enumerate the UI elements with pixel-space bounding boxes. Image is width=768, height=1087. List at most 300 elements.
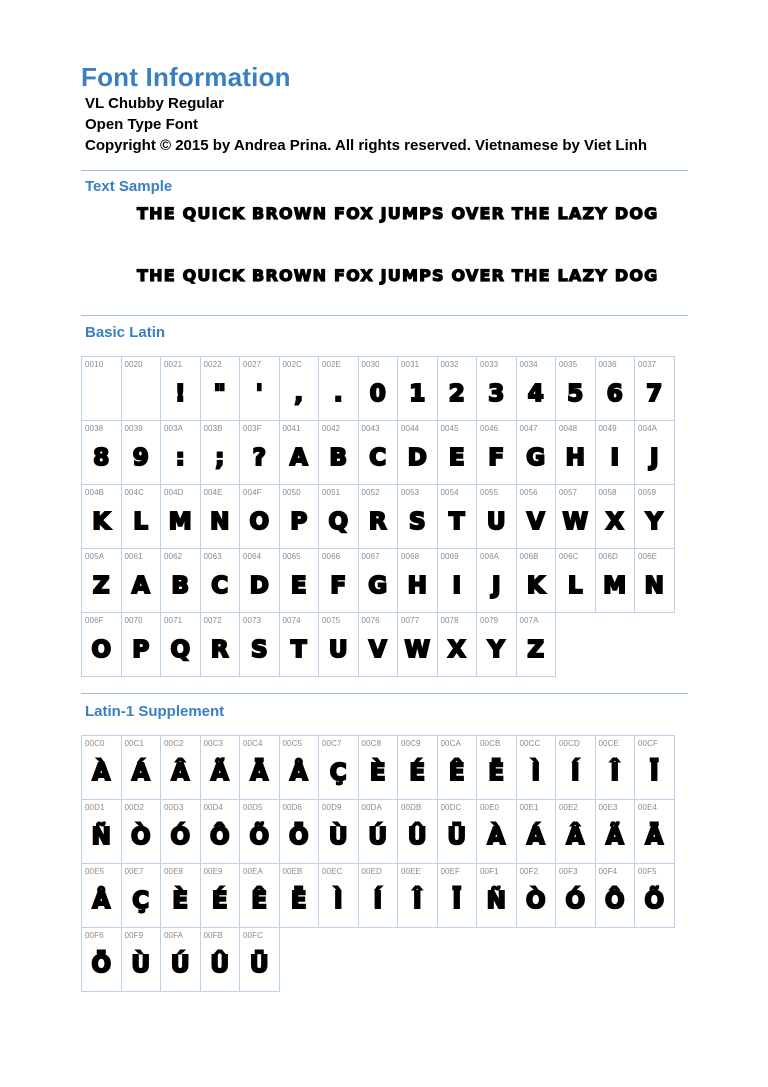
glyph-cell — [555, 420, 596, 485]
glyph-cell — [555, 799, 596, 864]
glyph-code: 00F6 — [85, 931, 104, 940]
glyph-code: 00ED — [361, 867, 382, 876]
glyph-cell — [121, 612, 162, 677]
glyph-code: 00EF — [440, 867, 461, 876]
glyph-char: Ö — [91, 952, 112, 978]
glyph-code: 00D5 — [243, 803, 263, 812]
glyph-char: V — [526, 509, 545, 535]
glyph-cell — [397, 548, 438, 613]
glyph-code: 0068 — [401, 552, 420, 561]
glyph-cell — [81, 735, 122, 800]
glyph-code: 0075 — [322, 616, 341, 625]
glyph-cell — [239, 484, 280, 549]
glyph-char: 8 — [93, 445, 110, 471]
glyph-code: 0020 — [124, 360, 143, 369]
glyph-cell — [279, 735, 320, 800]
glyph-cell — [516, 548, 557, 613]
glyph-code: 0065 — [282, 552, 301, 561]
glyph-code: 004D — [164, 488, 184, 497]
glyph-char: G — [368, 573, 388, 599]
glyph-char: G — [526, 445, 546, 471]
glyph-cell — [200, 612, 241, 677]
glyph-char: . — [333, 381, 343, 407]
glyph-char: 3 — [488, 381, 505, 407]
glyph-cell — [160, 612, 201, 677]
glyph-code: 0035 — [559, 360, 578, 369]
basic-latin-heading: Basic Latin — [85, 324, 166, 341]
glyph-code: 00D2 — [124, 803, 145, 812]
glyph-code: 0048 — [559, 424, 578, 433]
glyph-code: 0078 — [440, 616, 459, 625]
glyph-code: 0069 — [440, 552, 459, 561]
glyph-cell — [121, 420, 162, 485]
glyph-code: 00F9 — [124, 931, 144, 940]
glyph-cell — [160, 927, 201, 992]
glyph-char: Ò — [525, 888, 546, 914]
glyph-char: Ô — [209, 824, 230, 850]
glyph-char: S — [250, 637, 268, 663]
glyph-code: 0063 — [203, 552, 222, 561]
glyph-code: 00EC — [322, 867, 343, 876]
glyph-cell — [318, 356, 359, 421]
glyph-code: 004B — [85, 488, 105, 497]
glyph-code: 0051 — [322, 488, 341, 497]
glyph-code: 0079 — [480, 616, 499, 625]
glyph-code: 00C5 — [282, 739, 303, 748]
glyph-char: Ã — [605, 824, 624, 850]
glyph-cell — [634, 356, 675, 421]
glyph-char: Y — [487, 637, 505, 663]
glyph-code: 0067 — [361, 552, 380, 561]
glyph-char: F — [488, 445, 505, 471]
glyph-code: 0041 — [282, 424, 301, 433]
glyph-char: D — [407, 445, 427, 471]
glyph-char: È — [369, 760, 386, 786]
glyph-code: 0070 — [124, 616, 143, 625]
glyph-cell — [239, 799, 280, 864]
glyph-cell — [358, 612, 399, 677]
glyph-char: H — [565, 445, 585, 471]
glyph-char: Õ — [644, 888, 665, 914]
glyph-code: 00CB — [480, 739, 501, 748]
glyph-char: Å — [289, 760, 308, 786]
glyph-code: 0059 — [638, 488, 657, 497]
glyph-cell — [516, 420, 557, 485]
glyph-cell — [555, 863, 596, 928]
glyph-cell — [318, 484, 359, 549]
glyph-char: Î — [610, 760, 620, 786]
glyph-cell — [634, 484, 675, 549]
glyph-char: À — [487, 824, 506, 850]
glyph-code: 00E0 — [480, 803, 500, 812]
glyph-code: 00E3 — [598, 803, 618, 812]
glyph-code: 0055 — [480, 488, 499, 497]
glyph-char: T — [290, 637, 307, 663]
glyph-cell — [318, 799, 359, 864]
glyph-code: 00CA — [440, 739, 461, 748]
glyph-char: Û — [407, 824, 427, 850]
glyph-code: 00DC — [440, 803, 462, 812]
glyph-char: J — [491, 573, 501, 599]
glyph-code: 003B — [203, 424, 223, 433]
glyph-cell — [397, 735, 438, 800]
glyph-cell — [200, 735, 241, 800]
glyph-char: P — [290, 509, 308, 535]
glyph-code: 0062 — [164, 552, 183, 561]
glyph-char: L — [133, 509, 149, 535]
glyph-code: 00D1 — [85, 803, 105, 812]
glyph-cell — [358, 484, 399, 549]
glyph-cell — [516, 799, 557, 864]
glyph-code: 0036 — [598, 360, 617, 369]
glyph-code: 00C2 — [164, 739, 184, 748]
glyph-char: Õ — [249, 824, 270, 850]
glyph-char: X — [447, 637, 466, 663]
glyph-code: 007A — [519, 616, 539, 625]
glyph-char: Ú — [170, 952, 190, 978]
glyph-code: 0053 — [401, 488, 420, 497]
glyph-code: 0034 — [519, 360, 538, 369]
glyph-cell — [555, 735, 596, 800]
glyph-code: 0021 — [164, 360, 183, 369]
glyph-char: B — [171, 573, 190, 599]
glyph-cell — [634, 735, 675, 800]
glyph-cell — [634, 548, 675, 613]
glyph-code: 00C1 — [124, 739, 145, 748]
glyph-char: É — [211, 888, 228, 914]
glyph-code: 0027 — [243, 360, 262, 369]
glyph-code: 0056 — [519, 488, 538, 497]
glyph-cell — [239, 863, 280, 928]
glyph-code: 006A — [480, 552, 500, 561]
glyph-code: 0031 — [401, 360, 420, 369]
glyph-cell — [476, 735, 517, 800]
glyph-cell — [595, 548, 636, 613]
glyph-char: ? — [252, 445, 266, 471]
glyph-cell — [279, 799, 320, 864]
glyph-cell — [160, 420, 201, 485]
glyph-code: 00D4 — [203, 803, 224, 812]
glyph-char: Z — [92, 573, 110, 599]
glyph-code: 00D6 — [282, 803, 303, 812]
glyph-char: Ì — [531, 760, 541, 786]
glyph-code: 002E — [322, 360, 342, 369]
glyph-cell — [476, 420, 517, 485]
glyph-char: É — [409, 760, 426, 786]
glyph-code: 00E5 — [85, 867, 105, 876]
glyph-char: M — [168, 509, 192, 535]
glyph-code: 0073 — [243, 616, 262, 625]
glyph-code: 0076 — [361, 616, 380, 625]
glyph-cell — [476, 612, 517, 677]
glyph-code: 00E7 — [124, 867, 144, 876]
glyph-code: 0010 — [85, 360, 104, 369]
glyph-char: À — [92, 760, 111, 786]
glyph-cell — [160, 799, 201, 864]
basic-latin-glyph-grid — [81, 356, 674, 676]
glyph-code: 0050 — [282, 488, 301, 497]
glyph-char: Ê — [448, 760, 465, 786]
glyph-code: 0049 — [598, 424, 617, 433]
glyph-char: 6 — [606, 381, 623, 407]
glyph-row — [81, 420, 674, 484]
glyph-char: Á — [131, 760, 150, 786]
glyph-char: Ë — [290, 888, 307, 914]
glyph-cell — [81, 612, 122, 677]
glyph-char: 1 — [409, 381, 426, 407]
glyph-char: 7 — [646, 381, 663, 407]
glyph-char: Ã — [210, 760, 229, 786]
glyph-code: 0061 — [124, 552, 143, 561]
glyph-cell — [160, 484, 201, 549]
glyph-code: 00F4 — [598, 867, 618, 876]
glyph-cell — [279, 863, 320, 928]
glyph-code: 00FB — [203, 931, 224, 940]
glyph-code: 00D3 — [164, 803, 184, 812]
glyph-cell — [279, 612, 320, 677]
glyph-row — [81, 484, 674, 548]
divider — [81, 693, 688, 694]
glyph-cell — [121, 356, 162, 421]
glyph-char: E — [290, 573, 307, 599]
glyph-cell — [160, 548, 201, 613]
glyph-cell — [200, 927, 241, 992]
glyph-cell — [516, 612, 557, 677]
glyph-cell — [437, 735, 478, 800]
glyph-cell — [81, 863, 122, 928]
glyph-char: K — [526, 573, 545, 599]
glyph-cell — [476, 548, 517, 613]
glyph-char: L — [567, 573, 583, 599]
glyph-code: 0032 — [440, 360, 459, 369]
glyph-code: 0064 — [243, 552, 262, 561]
glyph-code: 006E — [638, 552, 658, 561]
font-type: Open Type Font — [85, 116, 199, 133]
glyph-char: V — [368, 637, 387, 663]
glyph-cell — [516, 863, 557, 928]
glyph-char: 0 — [369, 381, 386, 407]
glyph-code: 004F — [243, 488, 262, 497]
text-sample-line-2: THE QUICK BROWN FOX JUMPS OVER THE LAZY DOG — [137, 266, 659, 285]
glyph-code: 005A — [85, 552, 105, 561]
glyph-cell — [516, 356, 557, 421]
glyph-cell — [200, 863, 241, 928]
glyph-cell — [318, 420, 359, 485]
glyph-code: 00F3 — [559, 867, 578, 876]
glyph-cell — [397, 799, 438, 864]
glyph-code: 002C — [282, 360, 303, 369]
glyph-code: 00F2 — [519, 867, 539, 876]
glyph-code: 0074 — [282, 616, 301, 625]
glyph-char: K — [92, 509, 111, 535]
glyph-code: 00E8 — [164, 867, 184, 876]
glyph-code: 0037 — [638, 360, 657, 369]
glyph-cell — [279, 548, 320, 613]
glyph-code: 0038 — [85, 424, 104, 433]
glyph-cell — [476, 484, 517, 549]
glyph-cell — [81, 799, 122, 864]
latin1-supplement-glyph-grid — [81, 735, 674, 991]
glyph-cell — [397, 484, 438, 549]
glyph-code: 004C — [124, 488, 145, 497]
glyph-code: 004E — [203, 488, 223, 497]
glyph-code: 00C8 — [361, 739, 382, 748]
glyph-char: Í — [373, 888, 383, 914]
glyph-char: N — [210, 509, 230, 535]
glyph-code: 0057 — [559, 488, 578, 497]
glyph-char: Ç — [329, 760, 347, 786]
glyph-code: 0046 — [480, 424, 499, 433]
glyph-char: U — [486, 509, 506, 535]
glyph-code: 00C0 — [85, 739, 105, 748]
glyph-char: Í — [570, 760, 580, 786]
glyph-char: Ô — [604, 888, 625, 914]
glyph-cell — [239, 735, 280, 800]
text-sample-heading: Text Sample — [85, 178, 173, 195]
glyph-cell — [81, 356, 122, 421]
glyph-cell — [160, 356, 201, 421]
glyph-char: W — [404, 637, 430, 663]
glyph-cell — [81, 420, 122, 485]
glyph-cell — [595, 863, 636, 928]
glyph-char: H — [407, 573, 427, 599]
glyph-row — [81, 799, 674, 863]
glyph-cell — [634, 799, 675, 864]
glyph-cell — [437, 612, 478, 677]
latin1-supplement-heading: Latin-1 Supplement — [85, 703, 225, 720]
glyph-cell — [595, 484, 636, 549]
glyph-code: 0066 — [322, 552, 341, 561]
glyph-cell — [318, 863, 359, 928]
glyph-code: 0033 — [480, 360, 499, 369]
glyph-code: 00EA — [243, 867, 263, 876]
glyph-cell — [397, 612, 438, 677]
glyph-code: 00E4 — [638, 803, 658, 812]
glyph-char: D — [249, 573, 269, 599]
glyph-cell — [358, 420, 399, 485]
glyph-cell — [595, 735, 636, 800]
glyph-char: : — [175, 445, 185, 471]
glyph-char: X — [605, 509, 624, 535]
glyph-code: 0039 — [124, 424, 143, 433]
glyph-char: Y — [645, 509, 663, 535]
glyph-char: ; — [215, 445, 225, 471]
glyph-char: " — [213, 381, 226, 407]
glyph-code: 00E1 — [519, 803, 539, 812]
glyph-code: 00FA — [164, 931, 184, 940]
glyph-row — [81, 927, 674, 991]
glyph-char: Å — [92, 888, 111, 914]
glyph-char: A — [289, 445, 308, 471]
glyph-code: 0045 — [440, 424, 459, 433]
glyph-cell — [200, 420, 241, 485]
glyph-cell — [81, 484, 122, 549]
glyph-char: Ä — [645, 824, 664, 850]
glyph-cell — [595, 799, 636, 864]
glyph-row — [81, 548, 674, 612]
glyph-cell — [121, 735, 162, 800]
glyph-cell — [555, 356, 596, 421]
glyph-cell — [121, 548, 162, 613]
glyph-cell — [81, 548, 122, 613]
glyph-char: Û — [210, 952, 230, 978]
glyph-char: Ü — [249, 952, 269, 978]
glyph-cell — [358, 356, 399, 421]
glyph-char: S — [408, 509, 426, 535]
glyph-code: 0077 — [401, 616, 420, 625]
glyph-cell — [397, 420, 438, 485]
glyph-char: W — [562, 509, 588, 535]
glyph-code: 003F — [243, 424, 262, 433]
glyph-code: 0058 — [598, 488, 617, 497]
glyph-char: È — [172, 888, 189, 914]
glyph-cell — [239, 356, 280, 421]
glyph-char: Â — [171, 760, 190, 786]
glyph-cell — [476, 799, 517, 864]
glyph-code: 0030 — [361, 360, 380, 369]
page-title: Font Information — [81, 62, 291, 92]
glyph-char: B — [329, 445, 348, 471]
glyph-char: Z — [527, 637, 545, 663]
glyph-char: Ë — [488, 760, 505, 786]
glyph-code: 0054 — [440, 488, 459, 497]
glyph-cell — [318, 735, 359, 800]
glyph-code: 0043 — [361, 424, 380, 433]
glyph-cell — [200, 548, 241, 613]
glyph-code: 0044 — [401, 424, 420, 433]
glyph-char: O — [91, 637, 112, 663]
glyph-row — [81, 863, 674, 927]
glyph-code: 00EE — [401, 867, 421, 876]
glyph-char: R — [368, 509, 387, 535]
glyph-cell — [160, 863, 201, 928]
divider — [81, 170, 688, 171]
text-sample-line-1: THE QUICK BROWN FOX JUMPS OVER THE LAZY DOG — [137, 204, 659, 223]
copyright-notice: Copyright © 2015 by Andrea Prina. All rights reserved. Vietnamese by Viet Linh — [85, 137, 648, 154]
glyph-code: 00F5 — [638, 867, 657, 876]
glyph-cell — [595, 356, 636, 421]
glyph-code: 00C3 — [203, 739, 224, 748]
glyph-char: Q — [328, 509, 349, 535]
glyph-code: 00F1 — [480, 867, 499, 876]
glyph-code: 004A — [638, 424, 658, 433]
glyph-cell — [397, 863, 438, 928]
glyph-char: Ú — [368, 824, 388, 850]
glyph-cell — [279, 356, 320, 421]
glyph-code: 00DA — [361, 803, 382, 812]
glyph-char: 4 — [527, 381, 544, 407]
glyph-code: 00CC — [519, 739, 541, 748]
glyph-char: Á — [526, 824, 545, 850]
glyph-cell — [121, 863, 162, 928]
glyph-cell — [239, 548, 280, 613]
glyph-char: I — [610, 445, 620, 471]
glyph-cell — [437, 863, 478, 928]
glyph-char: Ä — [250, 760, 269, 786]
glyph-char: I — [452, 573, 462, 599]
glyph-cell — [121, 799, 162, 864]
glyph-cell — [239, 612, 280, 677]
glyph-code: 0022 — [203, 360, 222, 369]
glyph-char: Ö — [288, 824, 309, 850]
glyph-char: Î — [412, 888, 422, 914]
glyph-cell — [397, 356, 438, 421]
glyph-cell — [634, 420, 675, 485]
glyph-cell — [516, 735, 557, 800]
glyph-cell — [200, 356, 241, 421]
glyph-cell — [634, 863, 675, 928]
glyph-char: T — [448, 509, 465, 535]
